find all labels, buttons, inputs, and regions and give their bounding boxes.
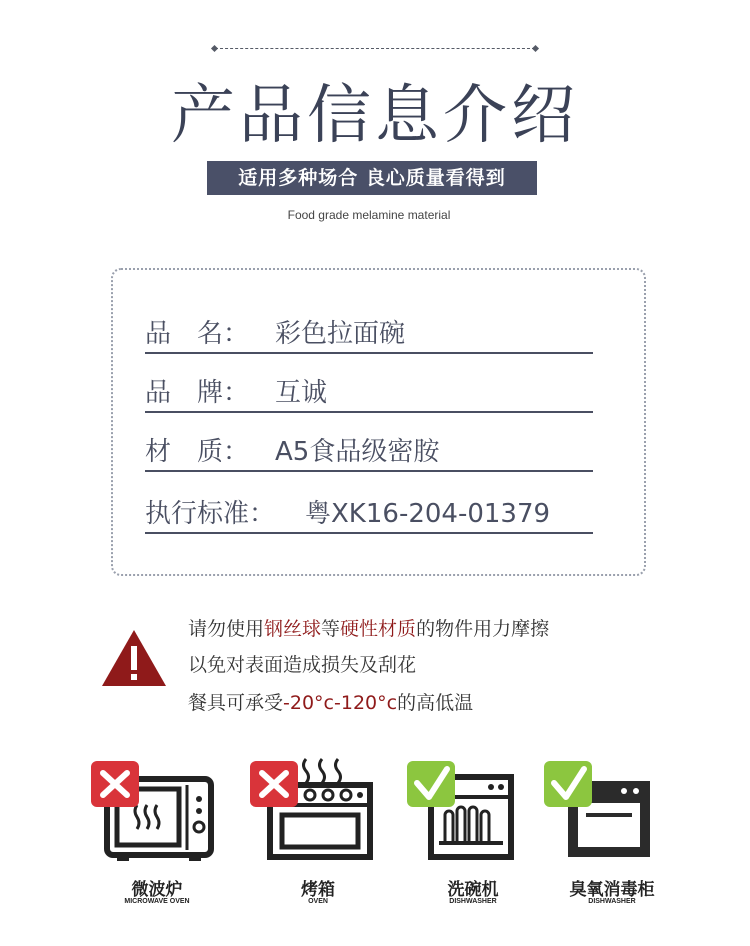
info-value: 彩色拉面碗	[275, 319, 406, 349]
info-label: 执行标准：	[145, 499, 276, 529]
warning-highlight: 钢丝球	[264, 618, 322, 640]
appliance-dishwasher	[403, 755, 543, 915]
warning-text: 的物件用力摩擦	[416, 618, 550, 640]
warning-icon	[100, 628, 168, 692]
top-divider	[215, 48, 535, 49]
temperature-range: -20°c-120°c	[283, 692, 398, 714]
oven-icon	[248, 755, 388, 870]
appliance-sterilizer	[542, 755, 682, 915]
info-label: 品 名：	[145, 319, 250, 349]
appliance-name: 烤箱	[301, 880, 335, 900]
appliance-microwave	[87, 755, 227, 915]
subtitle-banner: 适用多种场合 良心质量看得到	[207, 161, 537, 195]
sterilizer-cabinet-icon	[542, 755, 682, 870]
warning-text: 的高低温	[397, 692, 474, 714]
warning-text: 餐具可承受	[188, 692, 284, 714]
appliance-name: 洗碗机	[447, 880, 499, 900]
info-value: 粤XK16-204-01379	[305, 499, 551, 529]
microwave-icon	[87, 755, 227, 870]
info-row-name	[145, 316, 593, 354]
appliance-name: 微波炉	[131, 880, 183, 900]
info-row-material	[145, 434, 593, 472]
warning-highlight: 硬性材质	[340, 618, 417, 640]
warning-text: 等	[321, 618, 341, 640]
warning-line-1	[188, 616, 549, 642]
warning-text: 请勿使用	[188, 618, 265, 640]
info-row-standard	[145, 496, 593, 534]
info-value: A5食品级密胺	[275, 437, 440, 467]
page-title: 产品信息介绍	[171, 79, 579, 153]
info-value: 互诚	[275, 378, 328, 408]
info-label: 品 牌：	[145, 378, 250, 408]
info-row-brand	[145, 375, 593, 413]
warning-line-3	[188, 690, 473, 716]
appliance-english: OVEN	[308, 898, 328, 905]
appliance-english: MICROWAVE OVEN	[124, 898, 190, 905]
english-caption: Food grade melamine material	[287, 208, 451, 222]
appliance-oven	[248, 755, 388, 915]
warning-line-2: 以免对表面造成损失及刮花	[188, 654, 417, 676]
appliance-english: DISHWASHER	[449, 898, 497, 905]
appliance-name: 臭氧消毒柜	[569, 880, 655, 900]
info-label: 材 质：	[145, 437, 250, 467]
appliance-english: DISHWASHER	[588, 898, 636, 905]
dishwasher-icon	[403, 755, 543, 870]
